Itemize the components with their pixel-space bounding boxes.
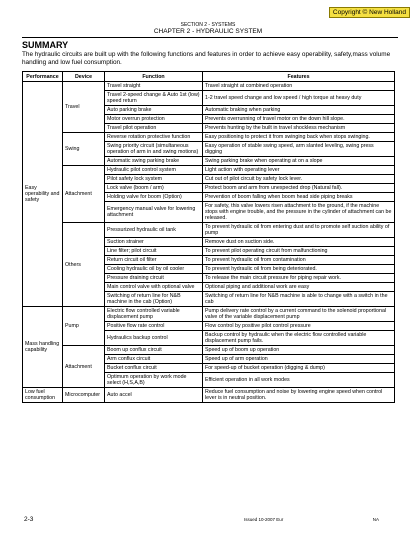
performance-low-fuel: Low fuel consumption [23, 388, 63, 403]
feature-cell: For safety, this valve lowers risen attachment to the ground, if the machine stops with engine trouble, and the pressure in the cylinder of attachment can be released. [203, 202, 395, 223]
header-rule [22, 37, 398, 38]
function-cell: Auto parking brake [105, 106, 203, 115]
feature-cell: Prevents overrunning of travel motor on the down hill slope. [203, 115, 395, 124]
function-cell: Emergency manual valve for lowering attachment [105, 202, 203, 223]
function-cell: Return circuit oil filter [105, 256, 203, 265]
device-travel: Travel [63, 82, 105, 133]
column-header-features: Features [203, 72, 395, 82]
function-cell: Hydraulic pilot control system [105, 166, 203, 175]
device-others: Others [63, 223, 105, 307]
feature-cell: Speed up of arm operation [203, 355, 395, 364]
function-cell: Reverse rotation protective function [105, 133, 203, 142]
hydraulic-summary-table [22, 71, 395, 403]
function-cell: Holding valve for boom (Option) [105, 193, 203, 202]
function-cell: Main control valve with optional valve [105, 283, 203, 292]
feature-cell: Remove dust on suction side. [203, 238, 395, 247]
table-row [23, 133, 395, 142]
feature-cell: Reduce fuel consumption and noise by lowering engine speed when control lever is in neutral position. [203, 388, 395, 403]
device-swing: Swing [63, 133, 105, 166]
column-header-device: Device [63, 72, 105, 82]
function-cell: Optimum operation by work mode select (H,S,A,B) [105, 373, 203, 388]
feature-cell: Prevention of boom falling when boom head side piping breaks [203, 193, 395, 202]
column-header-function: Function [105, 72, 203, 82]
performance-mass-handling: Mass handling capability [23, 307, 63, 388]
feature-cell: To prevent pilot operating circuit from malfunctioning [203, 247, 395, 256]
table-row [23, 166, 395, 175]
function-cell: Suction strainer [105, 238, 203, 247]
device-attachment: Attachment [63, 166, 105, 223]
feature-cell: Switching of return line for N&B machine is able to change with a switch in the cab [203, 292, 395, 307]
table-row [23, 82, 395, 91]
column-header-performance: Performance [23, 72, 63, 82]
feature-cell: 1-2 travel speed change and low speed / high torque at heavy duty [203, 91, 395, 106]
issue-date: Issued 10-2007 Eur [244, 517, 284, 522]
function-cell: Pressurized hydraulic oil tank [105, 223, 203, 238]
feature-cell: Optional piping and additional work are easy [203, 283, 395, 292]
performance-easy-operability: Easy operability and safety [23, 82, 63, 307]
feature-cell: To prevent hydraulic oil from entering dust and to promote self suction ability of pump [203, 223, 395, 238]
feature-cell: Pump delivery rate control by a current command to the solenoid proportional valve of the variable displacement pump [203, 307, 395, 322]
region-code: NA [372, 517, 379, 522]
function-cell: Pressure draining circuit [105, 274, 203, 283]
function-cell: Cooling hydraulic oil by oil cooler [105, 265, 203, 274]
function-cell: Boom up conflux circuit [105, 346, 203, 355]
page-number: 2-3 [24, 516, 34, 523]
function-cell: Auto accel [105, 388, 203, 403]
function-cell: Line filter; pilot circuit [105, 247, 203, 256]
device-microcomputer: Microcomputer [63, 388, 105, 403]
feature-cell: Light action with operating lever [203, 166, 395, 175]
table-header-row [23, 72, 395, 82]
summary-title: SUMMARY [22, 40, 69, 50]
copyright-badge: Copyright © New Holland [329, 7, 410, 18]
feature-cell: Travel straight at combined operation [203, 82, 395, 91]
feature-cell: For speed-up of bucket operation (digging & dump) [203, 364, 395, 373]
summary-intro: The hydraulic circuits are built up with the following functions and features in order to achieve easy operability, safety,mass volume handling and low fuel consumption. [22, 51, 391, 66]
feature-cell: Prevents hunting by the built in travel shockless mechanism [203, 124, 395, 133]
feature-cell: To prevent hydraulic oil from being deteriorated. [203, 265, 395, 274]
feature-cell: Efficient operation in all work modes [203, 373, 395, 388]
table-row [23, 307, 395, 322]
function-cell: Travel straight [105, 82, 203, 91]
feature-cell: Swing parking brake when operating at on a slope [203, 157, 395, 166]
device-pump: Pump [63, 307, 105, 346]
table-row [23, 223, 395, 238]
feature-cell: Easy positioning to protect it from swinging back when stops swinging. [203, 133, 395, 142]
table-row [23, 388, 395, 403]
feature-cell: To prevent hydraulic oil from contamination [203, 256, 395, 265]
function-cell: Electric flow controlled variable displacement pump [105, 307, 203, 322]
function-cell: Travel 2-speed change & Auto 1st (low) speed return [105, 91, 203, 106]
function-cell: Hydraulics backup control [105, 331, 203, 346]
feature-cell: Cut out of pilot circuit by safety lock lever. [203, 175, 395, 184]
feature-cell: Automatic braking when parking [203, 106, 395, 115]
feature-cell: Backup control by hydraulic when the electric flow controlled variable displacement pump fails. [203, 331, 395, 346]
function-cell: Positive flow rate control [105, 322, 203, 331]
function-cell: Bucket conflux circuit [105, 364, 203, 373]
feature-cell: Easy operation of stable swing speed, arm slanted leveling, swing press digging [203, 142, 395, 157]
device-attachment: Attachment [63, 346, 105, 388]
section-header: SECTION 2 - SYSTEMS [180, 22, 236, 28]
feature-cell: Flow control by positive pilot control pressure [203, 322, 395, 331]
function-cell: Automatic swing parking brake [105, 157, 203, 166]
function-cell: Motor overrun protection [105, 115, 203, 124]
table-row [23, 346, 395, 355]
feature-cell: Protect boom and arm from unexpected drop (Natural fall). [203, 184, 395, 193]
function-cell: Travel pilot operation [105, 124, 203, 133]
feature-cell: Speed up of boom up operation [203, 346, 395, 355]
chapter-header: CHAPTER 2 - HYDRAULIC SYSTEM [153, 28, 263, 35]
function-cell: Pilot safety lock system [105, 175, 203, 184]
function-cell: Switching of return line for N&B machine in the cab (Option) [105, 292, 203, 307]
function-cell: Swing priority circuit (simultaneous operation of arm in and swing motions) [105, 142, 203, 157]
function-cell: Arm conflux circuit [105, 355, 203, 364]
function-cell: Lock valve (boom / arm) [105, 184, 203, 193]
feature-cell: To release the main circuit pressure for piping repair work. [203, 274, 395, 283]
